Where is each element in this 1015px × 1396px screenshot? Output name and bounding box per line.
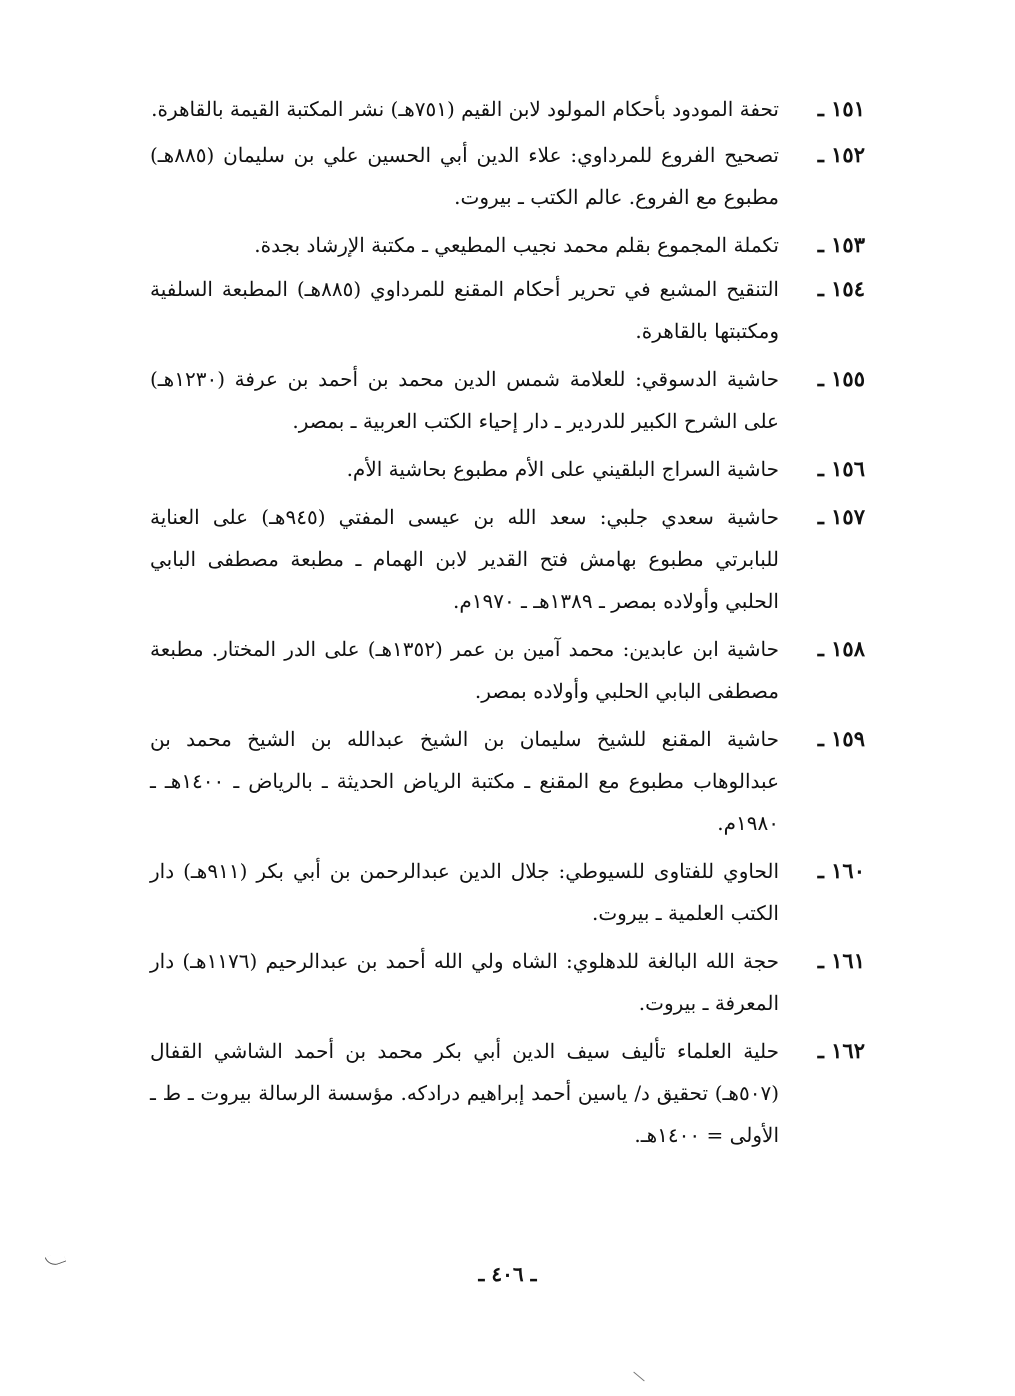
entry-number: ١٥٩ ـ bbox=[817, 726, 865, 751]
bibliography-entry-156 bbox=[150, 448, 865, 490]
entry-number: ١٦٢ ـ bbox=[817, 1038, 865, 1063]
entry-number: ١٥٤ ـ bbox=[817, 276, 865, 301]
bibliography-entry-155 bbox=[150, 358, 865, 442]
entry-text: تصحيح الفروع للمرداوي: علاء الدين أبي الحسين علي بن سليمان (٨٨٥هـ) مطبوع مع الفروع. عالم الكتب ـ بيروت. bbox=[150, 143, 779, 209]
entry-text: حاشية الدسوقي: للعلامة شمس الدين محمد بن أحمد بن عرفة (١٢٣٠هـ) على الشرح الكبير للدردير ـ دار إحياء الكتب العربية ـ بمصر. bbox=[150, 367, 779, 433]
entry-number: ١٥٧ ـ bbox=[817, 504, 865, 529]
bibliography-entry-161 bbox=[150, 940, 865, 1024]
entry-number: ١٥٣ ـ bbox=[817, 232, 865, 257]
entry-text: التنقيح المشبع في تحرير أحكام المقنع للمرداوي (٨٨٥هـ) المطبعة السلفية ومكتبتها بالقاهرة. bbox=[150, 277, 779, 343]
entry-number: ١٦٠ ـ bbox=[817, 858, 865, 883]
entry-number: ١٥٢ ـ bbox=[817, 142, 865, 167]
page-number: ـ ٤٠٦ ـ bbox=[478, 1262, 537, 1286]
entry-number: ١٥٨ ـ bbox=[817, 636, 865, 661]
bibliography-entry-152 bbox=[150, 134, 865, 218]
bibliography-entry-159 bbox=[150, 718, 865, 844]
bibliography-entry-154 bbox=[150, 268, 865, 352]
bibliography-entry-160 bbox=[150, 850, 865, 934]
entry-text: حاشية المقنع للشيخ سليمان بن الشيخ عبدالله بن الشيخ محمد بن عبدالوهاب مطبوع مع المقنع ـ مكتبة الرياض الحديثة ـ بالرياض ـ ١٤٠٠هـ ـ ١٩٨٠م. bbox=[150, 727, 780, 835]
entry-text: حاشية ابن عابدين: محمد آمين بن عمر (١٣٥٢هـ) على الدر المختار. مطبعة مصطفى البابي الحلبي وأولاده بمصر. bbox=[150, 637, 780, 703]
bibliography-entry-153 bbox=[150, 224, 865, 266]
entry-number: ١٦١ ـ bbox=[817, 948, 865, 973]
bibliography-list bbox=[150, 88, 865, 1162]
entry-text: الحاوي للفتاوى للسيوطي: جلال الدين عبدالرحمن بن أبي بكر (٩١١هـ) دار الكتب العلمية ـ بيروت. bbox=[150, 859, 780, 925]
entry-text: حاشية سعدي جلبي: سعد الله بن عيسى المفتي (٩٤٥هـ) على العناية للبابرتي مطبوع بهامش فتح القدير لابن الهمام ـ مطبعة مصطفى البابي الحلبي وأولاده بمصر ـ ١٣٨٩هـ ـ ١٩٧٠م. bbox=[150, 505, 779, 613]
entry-text: تكملة المجموع بقلم محمد نجيب المطيعي ـ مكتبة الإرشاد بجدة. bbox=[254, 233, 779, 257]
scan-artifact bbox=[633, 1372, 644, 1382]
bibliography-entry-162 bbox=[150, 1030, 865, 1156]
entry-number: ١٥٦ ـ bbox=[817, 456, 865, 481]
entry-text: حلية العلماء تأليف سيف الدين أبي بكر محمد بن أحمد الشاشي القفال (٥٠٧هـ) تحقيق د/ ياسين أحمد إبراهيم درادكه. مؤسسة الرسالة بيروت ـ ط ـ الأولى = ١٤٠٠هـ. bbox=[150, 1039, 779, 1147]
entry-number: ١٥١ ـ bbox=[817, 96, 865, 121]
bibliography-entry-158 bbox=[150, 628, 865, 712]
bibliography-entry-157 bbox=[150, 496, 865, 622]
entry-number: ١٥٥ ـ bbox=[817, 366, 865, 391]
bibliography-entry-151 bbox=[150, 88, 865, 130]
entry-text: حجة الله البالغة للدهلوي: الشاه ولي الله أحمد بن عبدالرحيم (١١٧٦هـ) دار المعرفة ـ بيروت. bbox=[150, 949, 779, 1015]
entry-text: حاشية السراج البلقيني على الأم مطبوع بحاشية الأم. bbox=[346, 457, 779, 481]
entry-text: تحفة المودود بأحكام المولود لابن القيم (٧٥١هـ) نشر المكتبة القيمة بالقاهرة. bbox=[151, 97, 779, 121]
